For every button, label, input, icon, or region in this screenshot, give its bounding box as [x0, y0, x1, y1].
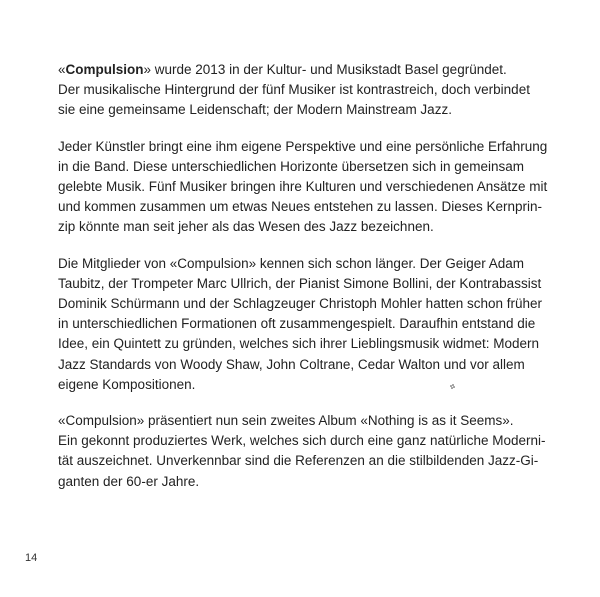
text-line: tät auszeichnet. Unverkennbar sind die Referenzen an die stilbildenden Jazz-Gi-: [58, 453, 539, 469]
text-line: sie eine gemeinsame Leidenschaft; der Modern Mainstream Jazz.: [58, 102, 452, 118]
band-name: Compulsion: [65, 62, 144, 77]
page-number: 14: [25, 552, 38, 564]
text-line: «Compulsion» präsentiert nun sein zweites Album «Nothing is as it Seems».: [58, 413, 514, 429]
text-line: in unterschiedlichen Formationen oft zusammengespielt. Daraufhin entstand die: [58, 316, 536, 332]
text-line: Idee, ein Quintett zu gründen, welches sich ihrer Lieblingsmusik widmet: Modern: [58, 336, 539, 352]
print-speck: [449, 383, 455, 389]
text-line: Die Mitglieder von «Compulsion» kennen sich schon länger. Der Geiger Adam: [58, 255, 525, 271]
text-line: und kommen zusammen um etwas Neues entstehen zu lassen. Dieses Kernprin-: [58, 199, 542, 215]
text-line: in die Band. Diese unterschiedlichen Horizonte übersetzen sich in gemeinsam: [58, 158, 525, 174]
body-text: [58, 60, 563, 508]
text-line: zip könnte man seit jeher als das Wesen des Jazz bezeichnen.: [58, 219, 434, 235]
text-line: Der musikalische Hintergrund der fünf Musiker ist kontrastreich, doch verbindet: [58, 82, 530, 98]
text-line: Taubitz, der Trompeter Marc Ullrich, der Pianist Simone Bollini, der Kontrabassist: [58, 275, 542, 291]
paragraph-1: [58, 60, 563, 121]
text-line: gelebte Musik. Fünf Musiker bringen ihre Kulturen und verschiedenen Ansätze mit: [58, 179, 548, 195]
text-line: Ein gekonnt produziertes Werk, welches sich durch eine ganz natürliche Moderni-: [58, 433, 546, 449]
text-line: Dominik Schürmann und der Schlagzeuger Christoph Mohler hatten schon früher: [58, 296, 543, 312]
paragraph-2: [58, 137, 563, 238]
line-rest: » wurde 2013 in der Kultur- und Musikstadt Basel gegründet.: [143, 62, 507, 77]
text-line: ganten der 60-er Jahre.: [58, 473, 200, 489]
text-line: eigene Kompositionen.: [58, 376, 196, 392]
opening-guillemet: «: [58, 62, 66, 77]
text-line: [58, 60, 563, 80]
paragraph-3: [58, 254, 563, 395]
text-line: Jeder Künstler bringt eine ihm eigene Perspektive und eine persönliche Erfahrung: [58, 138, 548, 154]
text-line: Jazz Standards von Woody Shaw, John Coltrane, Cedar Walton und vor allem: [58, 356, 525, 372]
paragraph-4: [58, 411, 563, 492]
